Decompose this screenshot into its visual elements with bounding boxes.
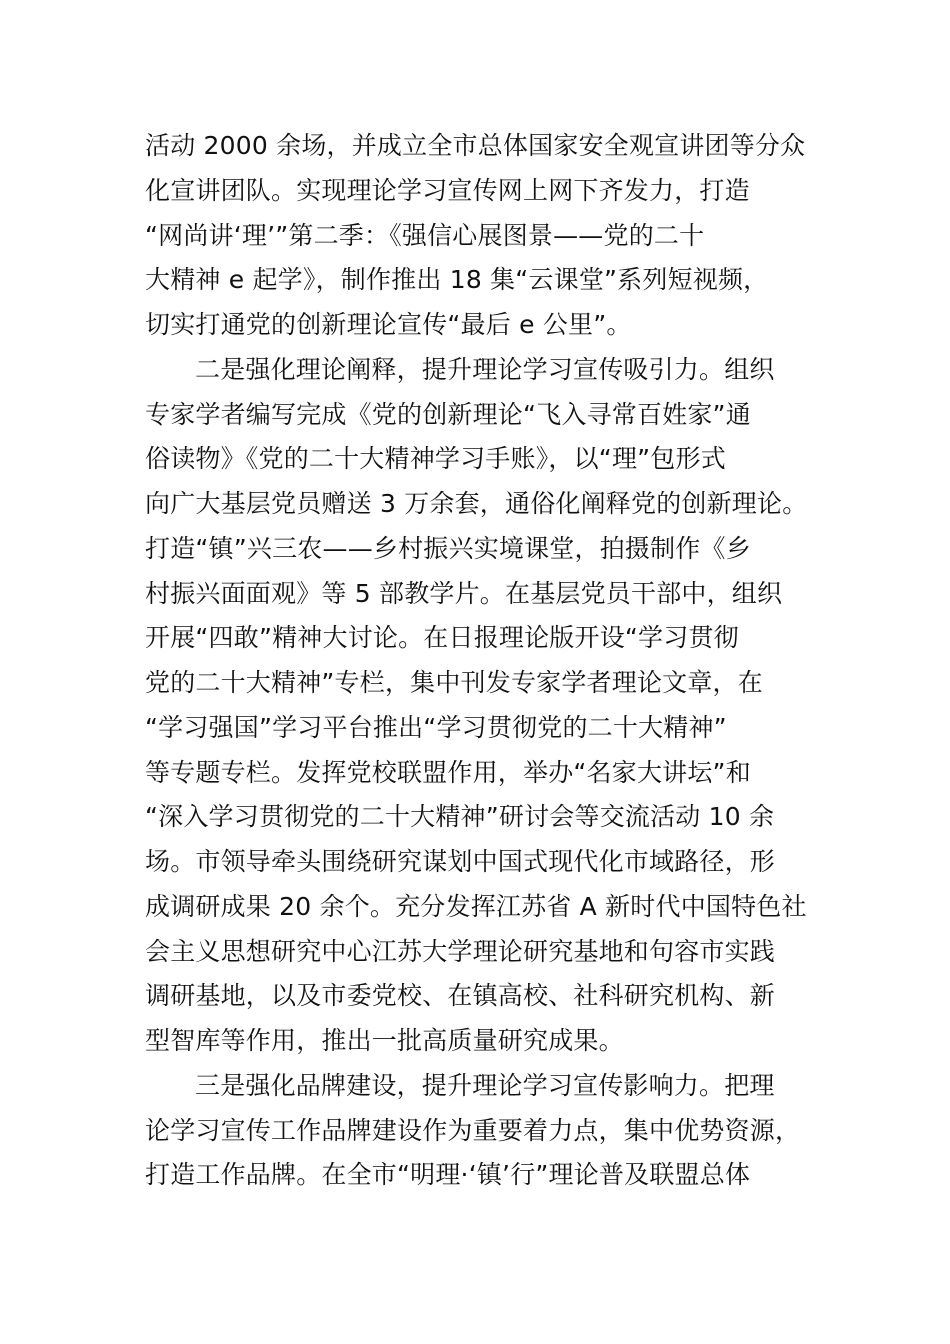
text-line: 切实打通党的创新理论宣传“最后 e 公里”。	[145, 310, 632, 339]
text-line: 打造“镇”兴三农——乡村振兴实境课堂，拍摄制作《乡	[145, 533, 751, 563]
text-line: 开展“四敢”精神大讨论。在日报理论版开设“学习贯彻	[145, 623, 739, 653]
text-line: 成调研成果 20 余个。充分发挥江苏省 A 新时代中国特色社	[145, 891, 807, 921]
text-line: “网尚讲‘理’”第二季：《强信心展图景——党的二十	[145, 220, 705, 250]
text-line: 专家学者编写完成《党的创新理论“飞入寻常百姓家”通	[145, 399, 751, 429]
text-line: 型智库等作用，推出一批高质量研究成果。	[145, 1026, 624, 1055]
text-line: 村振兴面面观》等 5 部教学片。在基层党员干部中，组织	[145, 578, 783, 608]
text-line: 调研基地，以及市委党校、在镇高校、社科研究机构、新	[145, 981, 776, 1011]
text-line: 向广大基层党员赠送 3 万余套，通俗化阐释党的创新理论。	[145, 489, 808, 518]
paragraph-start-line: 三是强化品牌建设，提升理论学习宣传影响力。把理	[195, 1070, 775, 1100]
text-line: 活动 2000 余场，并成立全市总体国家安全观宣讲团等分众	[145, 131, 806, 160]
text-line: 场。市领导牵头围绕研究谋划中国式现代化市域路径，形	[145, 847, 776, 876]
body-text	[145, 124, 820, 1198]
text-line: 大精神 e 起学》，制作推出 18 集“云课堂”系列短视频，	[145, 265, 769, 295]
text-line: “学习强国”学习平台推出“学习贯彻党的二十大精神”	[145, 712, 727, 742]
paragraph-start-line: 二是强化理论阐释，提升理论学习宣传吸引力。组织	[195, 354, 775, 384]
text-line: 论学习宣传工作品牌建设作为重要着力点，集中优势资源，	[145, 1115, 801, 1145]
text-line: 党的二十大精神”专栏，集中刊发专家学者理论文章，在	[145, 668, 763, 697]
text-line: 会主义思想研究中心江苏大学理论研究基地和句容市实践	[145, 936, 776, 966]
text-line: 化宣讲团队。实现理论学习宣传网上网下齐发力，打造	[145, 175, 750, 205]
text-line: “深入学习贯彻党的二十大精神”研讨会等交流活动 10 余	[145, 802, 775, 832]
text-line: 等专题专栏。发挥党校联盟作用，举办“名家大讲坛”和	[145, 757, 751, 787]
text-line: 打造工作品牌。在全市“明理·‘镇’行”理论普及联盟总体	[145, 1160, 751, 1190]
text-line: 俗读物》《党的二十大精神学习手账》，以“理”包形式	[145, 444, 726, 474]
